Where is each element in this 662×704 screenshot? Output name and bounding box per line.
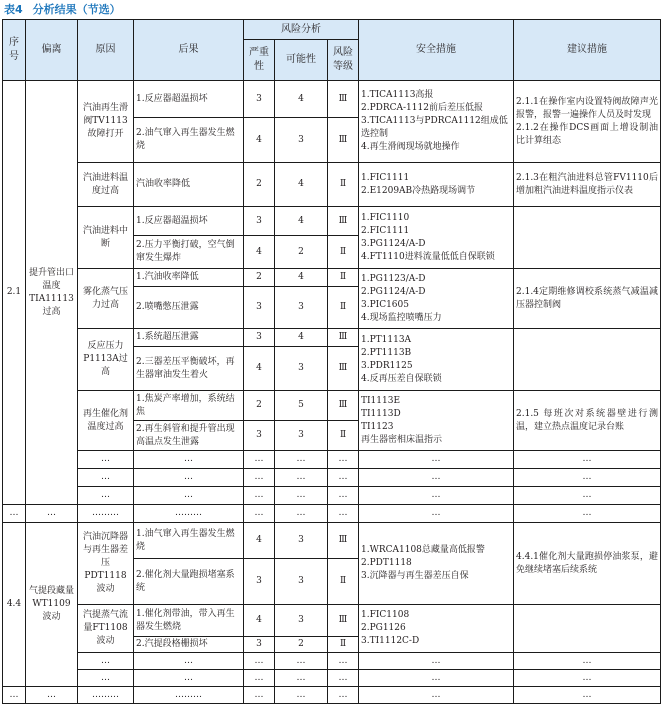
header-deviation: 偏离 <box>26 20 78 81</box>
risk-level-cell: Ⅱ <box>328 421 359 451</box>
severity-cell: 4 <box>244 605 275 637</box>
ellipsis-cell: … <box>244 687 275 704</box>
ellipsis-cell: … <box>275 670 328 687</box>
ellipsis-cell: … <box>78 670 134 687</box>
suggestion-cell: 2.1.1在操作室内设置特阀故障声光报警，报警一遍操作人员及时发现 2.1.2在操作DCS画面上增设制油比计算组态 <box>514 81 661 163</box>
severity-cell: 3 <box>244 329 275 347</box>
likelihood-cell: 5 <box>275 391 328 421</box>
table-title: 分析结果（节选） <box>32 3 121 16</box>
likelihood-cell: 4 <box>275 269 328 287</box>
likelihood-cell: 3 <box>275 347 328 391</box>
ellipsis-cell: … <box>26 687 78 704</box>
safety-cell: 1.FIC1110 2.FIC1111 3.PG1124/A-D 4.FT1110进料流量低低自保联锁 <box>359 207 514 269</box>
table-row <box>3 653 661 670</box>
consequence-cell: 2.喷嘴憋压泄露 <box>134 287 244 329</box>
ellipsis-cell: … <box>514 687 661 704</box>
consequence-cell: 2.催化剂大量跑损堵塞系统 <box>134 559 244 605</box>
ellipsis-cell: … <box>328 670 359 687</box>
ellipsis-cell: … <box>328 469 359 487</box>
table-row <box>3 469 661 487</box>
ellipsis-cell: … <box>514 469 661 487</box>
table-caption <box>4 1 131 17</box>
likelihood-cell: 3 <box>275 118 328 163</box>
ellipsis-cell: … <box>244 469 275 487</box>
risk-level-cell: Ⅲ <box>328 118 359 163</box>
suggestion-cell <box>514 605 661 653</box>
table-row <box>3 81 661 118</box>
header-risk-analysis: 风险分析 <box>244 20 359 40</box>
ellipsis-cell: … <box>134 653 244 670</box>
ellipsis-cell: … <box>244 451 275 469</box>
ellipsis-cell: … <box>78 653 134 670</box>
ellipsis-cell: … <box>244 653 275 670</box>
table-row <box>3 269 661 287</box>
likelihood-cell: 3 <box>275 559 328 605</box>
cause-cell: 汽油进料温度过高 <box>78 163 134 207</box>
consequence-cell: 1.焦炭产率增加，系统结焦 <box>134 391 244 421</box>
header-severity: 严重性 <box>244 40 275 81</box>
likelihood-cell: 3 <box>275 287 328 329</box>
likelihood-cell: 2 <box>275 637 328 653</box>
ellipsis-cell: … <box>275 653 328 670</box>
risk-level-cell: Ⅱ <box>328 559 359 605</box>
consequence-cell: 1.催化剂带油，带入再生器发生燃烧 <box>134 605 244 637</box>
severity-cell: 4 <box>244 118 275 163</box>
consequence-cell: 2.压力平衡打破，空气倒窜发生爆炸 <box>134 236 244 269</box>
suggestion-cell: 2.1.4定期维修调校系统蒸气减温减压器控制阀 <box>514 269 661 329</box>
ellipsis-cell: … <box>514 653 661 670</box>
ellipsis-cell: … <box>328 505 359 523</box>
risk-level-cell: Ⅲ <box>328 391 359 421</box>
ellipsis-cell: … <box>359 687 514 704</box>
suggestion-cell: 2.1.3在粗汽油进料总管FV1110后增加粗汽油进料温度指示仪表 <box>514 163 661 207</box>
consequence-cell: 1.汽油收率降低 <box>134 269 244 287</box>
suggestion-cell: 2.1.5 每班次对系统器壁进行测温，建立热点温度记录台账 <box>514 391 661 451</box>
likelihood-cell: 4 <box>275 163 328 207</box>
risk-level-cell: Ⅲ <box>328 347 359 391</box>
cause-cell: 再生催化剂温度过高 <box>78 391 134 451</box>
header-seq: 序号 <box>3 20 26 81</box>
ellipsis-cell: … <box>359 451 514 469</box>
ellipsis-cell: … <box>328 653 359 670</box>
header-likelihood: 可能性 <box>275 40 328 81</box>
risk-level-cell: Ⅲ <box>328 605 359 637</box>
deviation-cell: 气提段藏量WT1109波动 <box>26 523 78 687</box>
safety-cell: 1.FIC1111 2.E1209AB冷热路现场调节 <box>359 163 514 207</box>
ellipsis-cell: ……… <box>134 687 244 704</box>
ellipsis-cell: ……… <box>78 505 134 523</box>
ellipsis-cell: … <box>78 487 134 505</box>
safety-cell: TI1113E TI1113D TI1123 再生器密相床温指示 <box>359 391 514 451</box>
table-number: 表4 <box>4 3 23 16</box>
risk-level-cell: Ⅱ <box>328 637 359 653</box>
ellipsis-cell: … <box>328 687 359 704</box>
ellipsis-cell: … <box>134 670 244 687</box>
ellipsis-cell: ……… <box>134 505 244 523</box>
severity-cell: 3 <box>244 207 275 236</box>
ellipsis-cell: … <box>359 469 514 487</box>
ellipsis-cell: … <box>78 451 134 469</box>
table-row <box>3 207 661 236</box>
ellipsis-cell: … <box>78 469 134 487</box>
severity-cell: 4 <box>244 236 275 269</box>
table-row <box>3 163 661 207</box>
risk-level-cell: Ⅱ <box>328 163 359 207</box>
ellipsis-cell: … <box>359 670 514 687</box>
table-row <box>3 487 661 505</box>
consequence-cell: 2.汽提段格栅损坏 <box>134 637 244 653</box>
ellipsis-cell: … <box>514 487 661 505</box>
safety-cell: 1.TICA1113高报 2.PDRCA-1112前后差压低报 3.TICA1113与PDRCA1112组成低选控制 4.再生滑阀现场就地操作 <box>359 81 514 163</box>
ellipsis-cell: … <box>3 505 26 523</box>
cause-cell: 雾化蒸气压力过高 <box>78 269 134 329</box>
ellipsis-cell: … <box>275 469 328 487</box>
likelihood-cell: 4 <box>275 81 328 118</box>
seq-cell: 4.4 <box>3 523 26 687</box>
consequence-cell: 1.反应器超温损坏 <box>134 207 244 236</box>
severity-cell: 2 <box>244 391 275 421</box>
likelihood-cell: 4 <box>275 329 328 347</box>
risk-level-cell: Ⅱ <box>328 269 359 287</box>
analysis-results-table <box>2 19 661 704</box>
safety-cell: 1.PG1123/A-D 2.PG1124/A-D 3.PIC1605 4.现场监控喷嘴压力 <box>359 269 514 329</box>
table-row <box>3 523 661 559</box>
consequence-cell: 汽油收率降低 <box>134 163 244 207</box>
consequence-cell: 2.再生斜管和提升管出现高温点发生泄露 <box>134 421 244 451</box>
risk-level-cell: Ⅲ <box>328 81 359 118</box>
table-row <box>3 605 661 637</box>
ellipsis-cell: … <box>244 670 275 687</box>
table-row <box>3 687 661 704</box>
header-consequence: 后果 <box>134 20 244 81</box>
severity-cell: 4 <box>244 523 275 559</box>
suggestion-cell <box>514 207 661 269</box>
risk-level-cell: Ⅱ <box>328 236 359 269</box>
ellipsis-cell: … <box>3 687 26 704</box>
likelihood-cell: 3 <box>275 605 328 637</box>
ellipsis-cell: … <box>359 487 514 505</box>
consequence-cell: 1.油气窜入再生器发生燃烧 <box>134 523 244 559</box>
table-row <box>3 505 661 523</box>
table-row <box>3 451 661 469</box>
consequence-cell: 1.反应器超温损坏 <box>134 81 244 118</box>
risk-level-cell: Ⅱ <box>328 287 359 329</box>
cause-cell: 反应压力P1113A过高 <box>78 329 134 391</box>
ellipsis-cell: … <box>359 505 514 523</box>
header-risk-level: 风险等级 <box>328 40 359 81</box>
ellipsis-cell: … <box>328 487 359 505</box>
ellipsis-cell: … <box>275 505 328 523</box>
severity-cell: 3 <box>244 637 275 653</box>
severity-cell: 2 <box>244 269 275 287</box>
consequence-cell: 2.三器差压平衡破坏，再生器窜油发生着火 <box>134 347 244 391</box>
ellipsis-cell: ……… <box>78 687 134 704</box>
severity-cell: 3 <box>244 421 275 451</box>
likelihood-cell: 2 <box>275 236 328 269</box>
ellipsis-cell: … <box>134 451 244 469</box>
table-row <box>3 391 661 421</box>
likelihood-cell: 4 <box>275 207 328 236</box>
consequence-cell: 2.油气窜入再生器发生燃烧 <box>134 118 244 163</box>
deviation-cell: 提升管出口温度TIA11113过高 <box>26 81 78 505</box>
cause-cell: 汽提蒸气流量FT1108波动 <box>78 605 134 653</box>
cause-cell: 汽油再生滑阀TV1113故障打开 <box>78 81 134 163</box>
ellipsis-cell: … <box>514 451 661 469</box>
seq-cell: 2.1 <box>3 81 26 505</box>
ellipsis-cell: … <box>26 505 78 523</box>
ellipsis-cell: … <box>134 469 244 487</box>
ellipsis-cell: … <box>275 487 328 505</box>
header-suggested-measures: 建议措施 <box>514 20 661 81</box>
suggestion-cell <box>514 329 661 391</box>
header-cause: 原因 <box>78 20 134 81</box>
table-row <box>3 670 661 687</box>
ellipsis-cell: … <box>514 505 661 523</box>
ellipsis-cell: … <box>359 653 514 670</box>
safety-cell: 1.WRCA1108总藏量高低报警 2.PDT1118 3.沉降器与再生器差压自保 <box>359 523 514 605</box>
ellipsis-cell: … <box>275 687 328 704</box>
risk-level-cell: Ⅲ <box>328 329 359 347</box>
ellipsis-cell: … <box>514 670 661 687</box>
consequence-cell: 1.系统超压泄露 <box>134 329 244 347</box>
ellipsis-cell: … <box>244 505 275 523</box>
suggestion-cell: 4.4.1催化剂大量跑损停油浆泵，避免继续堵塞后续系统 <box>514 523 661 605</box>
cause-cell: 汽油进料中断 <box>78 207 134 269</box>
severity-cell: 3 <box>244 287 275 329</box>
header-safety-measures: 安全措施 <box>359 20 514 81</box>
cause-cell: 汽油沉降器与再生器差压PDT1118波动 <box>78 523 134 605</box>
ellipsis-cell: … <box>134 487 244 505</box>
likelihood-cell: 3 <box>275 421 328 451</box>
severity-cell: 3 <box>244 81 275 118</box>
severity-cell: 2 <box>244 163 275 207</box>
ellipsis-cell: … <box>328 451 359 469</box>
risk-level-cell: Ⅲ <box>328 523 359 559</box>
likelihood-cell: 3 <box>275 523 328 559</box>
safety-cell: 1.FIC1108 2.PG1126 3.TI1112C-D <box>359 605 514 653</box>
ellipsis-cell: … <box>244 487 275 505</box>
severity-cell: 4 <box>244 347 275 391</box>
table-row <box>3 329 661 347</box>
safety-cell: 1.PT1113A 2.PT1113B 3.PDR1125 4.反再压差自保联锁 <box>359 329 514 391</box>
risk-level-cell: Ⅲ <box>328 207 359 236</box>
ellipsis-cell: … <box>275 451 328 469</box>
severity-cell: 3 <box>244 559 275 605</box>
